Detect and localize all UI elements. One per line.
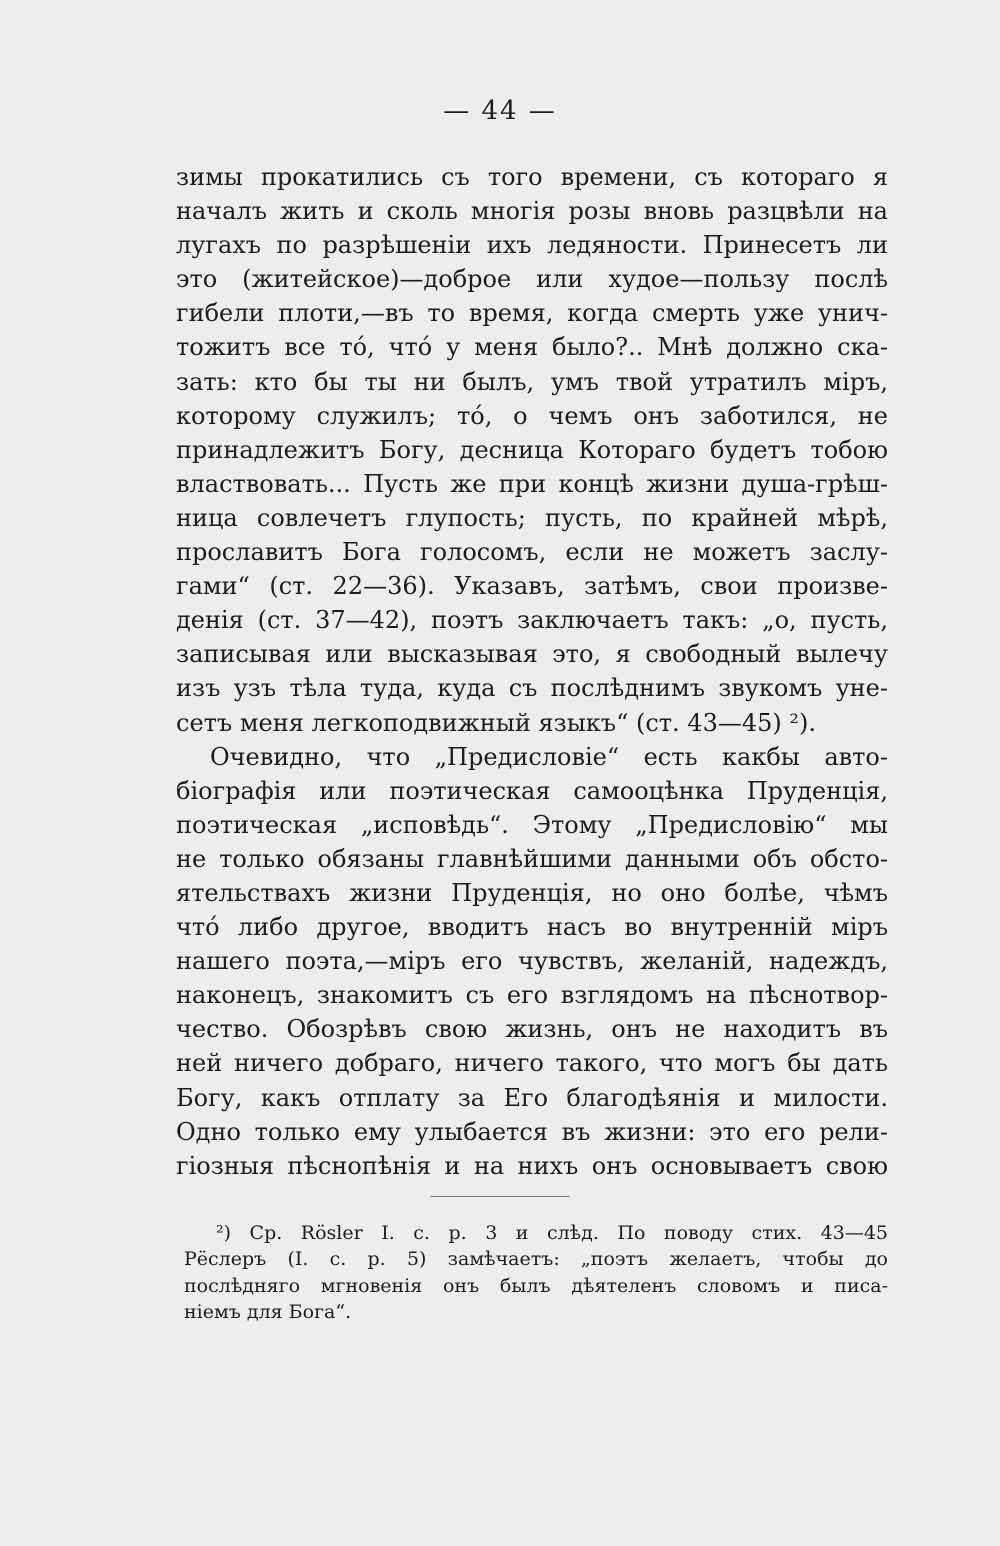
text-line: началъ жить и сколь многія розы вновь разцвѣли на [176,197,888,226]
text-line: записывая или высказывая это, я свободный вылечу [176,640,888,669]
text-line: гибели плоти,—въ то время, когда смерть уже унич- [176,299,888,328]
text-line: изъ узъ тѣла туда, куда съ послѣднимъ звукомъ уне- [176,674,888,703]
page-number: — 44 — [443,96,557,126]
text-line: прославитъ Бога голосомъ, если не можетъ заслу- [176,538,888,567]
text-line: зимы прокатились съ того времени, съ котораго я [176,163,888,191]
footnote-divider [430,1196,570,1197]
text-line: зать: кто бы ты ни былъ, умъ твой утратилъ міръ, [176,367,888,396]
text-line: нашего поэта,—міръ его чувствъ, желаній, надеждъ, [176,947,888,976]
text-line: гіозныя пѣснопѣнія и на нихъ онъ основываетъ свою [176,1151,888,1180]
paragraph-first-line: Очевидно, что „Предисловіе“ есть какбы авто- [210,742,888,771]
text-line: біографія или поэтическая самооцѣнка Пруденція, [176,776,888,805]
text-line: сетъ меня легкоподвижный языкъ“ (ст. 43—45) ²). [176,708,816,737]
text-line: гами“ (ст. 22—36). Указавъ, затѣмъ, свои произве- [176,572,888,601]
text-line: чество. Обозрѣвъ свою жизнь, онъ не находитъ въ [176,1015,888,1044]
text-line: наконецъ, знакомитъ съ его взглядомъ на пѣснотвор- [176,981,888,1010]
text-line: денія (ст. 37—42), поэтъ заключаетъ такъ: „о, пусть, [176,606,888,635]
text-line: ятельствахъ жизни Пруденція, но оно болѣе, чѣмъ [176,878,888,907]
footnotes [184,1220,888,1326]
body-text [176,160,888,1183]
text-line: ней ничего добраго, ничего такого, что могъ бы дать [176,1049,888,1078]
text-line: поэтическая „исповѣдь“. Этому „Предисловію“ мы [176,810,888,839]
text-line: Богу, какъ отплату за Его благодѣянія и милости. [176,1083,888,1112]
text-line: что́ либо другое, вводитъ насъ во внутренній міръ [176,913,888,942]
text-line: Одно только ему улыбается въ жизни: это его рели- [176,1117,888,1146]
footnote-line: Рёслеръ (I. c. p. 5) замѣчаетъ: „поэтъ желаетъ, чтобы до [184,1248,888,1271]
text-line: ница совлечетъ глупость; пусть, по крайней мѣрѣ, [176,503,888,532]
text-line: властвовать... Пусть же при концѣ жизни душа-грѣш- [176,469,888,498]
footnote-line: ніемъ для Бога“. [184,1301,352,1324]
text-line: не только обязаны главнѣйшими данными объ обсто- [176,844,888,873]
text-line: это (житейское)—доброе или худое—пользу послѣ [176,265,888,294]
footnote-line: послѣдняго мгновенія онъ былъ дѣятеленъ словомъ и писа- [184,1274,888,1297]
text-line: лугахъ по разрѣшеніи ихъ ледяности. Принесетъ ли [176,231,888,260]
footnote-line: ²) Ср. Rösler I. c. p. 3 и слѣд. По поводу стих. 43—45 [216,1222,888,1244]
text-line: принадлежитъ Богу, десница Котораго будетъ тобою [176,435,888,464]
text-line: которому служилъ; то́, о чемъ онъ заботился, не [176,401,888,430]
text-line: тожитъ все то́, что́ у меня было?.. Мнѣ должно ска- [176,333,888,362]
